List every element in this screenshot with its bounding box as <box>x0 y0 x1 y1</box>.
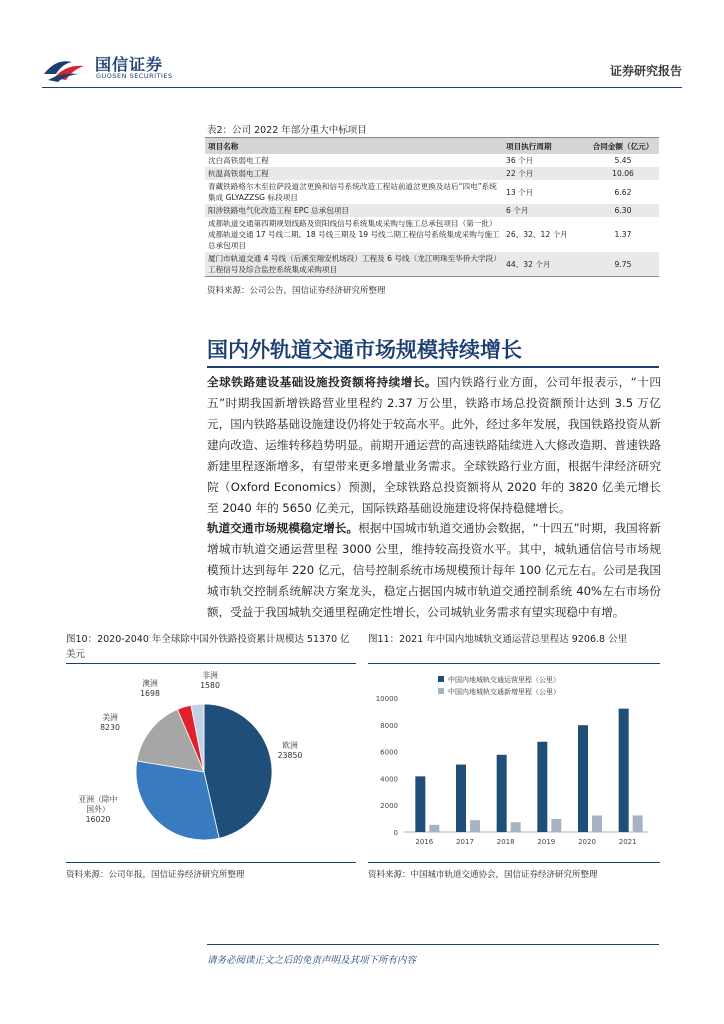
bar-new-mileage <box>633 815 643 832</box>
paragraph-lead: 全球铁路建设基础设施投资额将持续增长。 <box>207 375 438 389</box>
bar-operating-mileage <box>415 776 425 832</box>
footer-disclaimer: 请务必阅读正文之后的免责声明及其项下所有内容 <box>207 955 417 966</box>
table-cell-period: 44、32 个月 <box>503 252 587 277</box>
table-row <box>205 217 659 252</box>
report-type-label: 证券研究报告 <box>609 64 682 78</box>
x-tick-label: 2017 <box>456 838 474 846</box>
paragraph-railway-investment <box>207 372 661 519</box>
table-cell-name: 杭温高铁弱电工程 <box>205 167 503 180</box>
table-cell-amount: 5.45 <box>614 156 632 165</box>
table-row <box>205 252 659 277</box>
bar-new-mileage <box>511 822 521 832</box>
pie-slice-label: 澳洲 <box>142 679 158 688</box>
logo-english-name: GUOSEN SECURITIES <box>96 72 173 80</box>
metro-mileage-bar-chart <box>368 668 660 860</box>
table-cell-name: 青藏铁路格尔木至拉萨段道岔更换和信号系统改造工程站前道岔更换及站后“四电”系统集成 GLYAZZSG 标段项目 <box>208 182 497 202</box>
guosen-logo-icon <box>42 52 86 84</box>
x-tick-label: 2019 <box>537 838 556 846</box>
y-tick-label: 4000 <box>380 775 398 784</box>
footer-divider <box>207 944 659 945</box>
pie-slice-value: 1580 <box>200 681 220 690</box>
table-header-row <box>205 138 659 155</box>
pie-slice-label: 欧洲 <box>282 741 298 750</box>
bar-operating-mileage <box>619 709 629 832</box>
table-row <box>205 154 659 167</box>
paragraph-lead: 轨道交通市场规模稳定增长。 <box>207 521 359 535</box>
y-tick-label: 10000 <box>375 695 398 703</box>
figure10-bottom-rule <box>66 862 356 863</box>
bar-new-mileage <box>592 815 602 832</box>
table-cell-amount: 9.75 <box>587 252 659 277</box>
bar-operating-mileage <box>537 742 547 832</box>
paragraph-body: 国内铁路行业方面，公司年报表示，“十四五”时期我国新增铁路营业里程约 2.37 万公里，铁路市场总投资额预计达到 3.5 万亿元，国内铁路基础设施建设仍将处于较高水平。此外，经过多年发展，我国铁路投资从新建向改造、运维转移趋势明显。前期开通运营的高速铁路陆续进入大修改造期、普速铁路新建里程逐渐增多，有望带来更多增量业务需求。全球铁路行业方面，根据牛津经济研究院（Oxford Economics）预测，全球铁路总投资额将从 2020 年的 3820 亿美元增长至 2040 年的 5650 亿美元，国际铁路基础设施建设将保持稳健增长。 <box>207 375 661 515</box>
x-tick-label: 2016 <box>415 838 434 846</box>
table-cell-amount: 6.62 <box>614 187 632 197</box>
legend-label: 中国内地城轨交通新增里程（公里） <box>448 688 560 696</box>
table-cell-period: 26、32、12 个月 <box>506 230 568 239</box>
table-cell-amount: 10.06 <box>587 167 659 180</box>
table-cell-name: 沈白高铁弱电工程 <box>208 156 269 165</box>
header-divider <box>42 87 682 88</box>
section-title: 国内外轨道交通市场规模持续增长 <box>207 338 522 362</box>
table-cell-period: 13 个月 <box>506 187 534 197</box>
table-row <box>205 167 659 180</box>
table-caption: 表2：公司 2022 年部分重大中标项目 <box>207 125 367 136</box>
table-header-cell: 项目名称 <box>205 138 503 155</box>
pie-slice-value: 8230 <box>100 723 120 732</box>
table-cell-period: 6 个月 <box>503 204 587 217</box>
figure10-caption: 图10：2020-2040 年全球除中国外铁路投资累计规模达 51370 亿美元 <box>66 634 350 660</box>
table-cell-period: 22 个月 <box>503 167 587 180</box>
bar-operating-mileage <box>578 725 588 832</box>
figure10-source-note: 资料来源：公司年报，国信证券经济研究所整理 <box>66 870 245 880</box>
bid-projects-table <box>205 137 659 277</box>
y-tick-label: 2000 <box>380 802 398 811</box>
legend-label: 中国内地城轨交通运营里程（公里） <box>448 676 560 684</box>
table-cell-name: 成都轨道交通第四期规划线路及资阳线信号系统集成采购与施工总承包项目（第一批）成都轨道交通 17 号线二期、18 号线三期及 19 号线二期工程信号系统集成采购与施工总承包项目 <box>208 219 500 250</box>
paragraph-body: 根据中国城市轨道交通协会数据，“十四五”时期，我国将新增城市轨道交通运营里程 3000 公里，维持较高投资水平。其中，城轨通信信号市场规模预计达到每年 220 亿元，信号控制系统市场规模预计每年 100 亿元左右。公司是我国城市轨交控制系统解决方案龙头，稳定占据国内城市轨道交通控制系统 40%左右市场份额，受益于我国城轨交通里程确定性增长，公司城轨业务需求有望实现稳中有增。 <box>207 521 661 619</box>
legend-swatch <box>438 676 444 682</box>
pie-slice-label: 亚洲（除中 <box>78 795 118 804</box>
y-tick-label: 0 <box>393 829 398 837</box>
x-tick-label: 2021 <box>618 838 637 846</box>
table-cell-period: 36 个月 <box>506 156 534 165</box>
x-tick-label: 2020 <box>578 838 596 846</box>
pie-slice-value: 1698 <box>140 689 160 698</box>
paragraph-metro-market <box>207 518 661 623</box>
x-tick-label: 2018 <box>496 838 515 846</box>
table-cell-amount: 6.30 <box>587 204 659 217</box>
table-header-cell: 项目执行周期 <box>503 138 587 155</box>
bar-operating-mileage <box>456 765 466 832</box>
pie-slice-value: 16020 <box>85 815 111 824</box>
table-row <box>205 204 659 217</box>
figure11-source-note: 资料来源：中国城市轨道交通协会，国信证券经济研究所整理 <box>368 870 598 880</box>
bar-new-mileage <box>429 825 439 832</box>
figure10-top-rule <box>66 663 356 664</box>
pie-slice-value: 23850 <box>277 751 303 760</box>
table-header-cell: 合同金额（亿元） <box>587 138 659 155</box>
figure11-caption: 图11：2021 年中国内地城轨交通运营总里程达 9206.8 公里 <box>368 634 628 645</box>
pie-slice-label: 非洲 <box>202 671 218 680</box>
y-tick-label: 6000 <box>380 748 398 757</box>
pie-slice-label: 国外） <box>86 805 110 814</box>
figure11-top-rule <box>368 663 660 664</box>
pie-slice-label: 美洲 <box>102 713 118 722</box>
figure11-bottom-rule <box>368 862 660 863</box>
y-tick-label: 8000 <box>380 721 398 730</box>
logo-chinese-name: 国信证券 <box>95 55 164 74</box>
bar-operating-mileage <box>497 755 507 832</box>
legend-swatch <box>438 688 444 694</box>
table-source-note: 资料来源：公司公告，国信证券经济研究所整理 <box>207 286 386 296</box>
bar-new-mileage <box>551 819 561 832</box>
table-row <box>205 180 659 204</box>
railway-investment-pie-chart <box>66 668 356 860</box>
table-cell-name: 阳涉铁路电气化改造工程 EPC 总承包项目 <box>205 204 503 217</box>
table-cell-name: 厦门市轨道交通 4 号线（后溪至翔安机场段）工程及 6 号线（龙江明珠至华侨大学段）工程信号及综合监控系统集成采购项目 <box>205 252 503 277</box>
section-underline <box>207 366 659 368</box>
table-cell-amount: 1.37 <box>614 230 632 239</box>
bar-new-mileage <box>470 820 480 832</box>
